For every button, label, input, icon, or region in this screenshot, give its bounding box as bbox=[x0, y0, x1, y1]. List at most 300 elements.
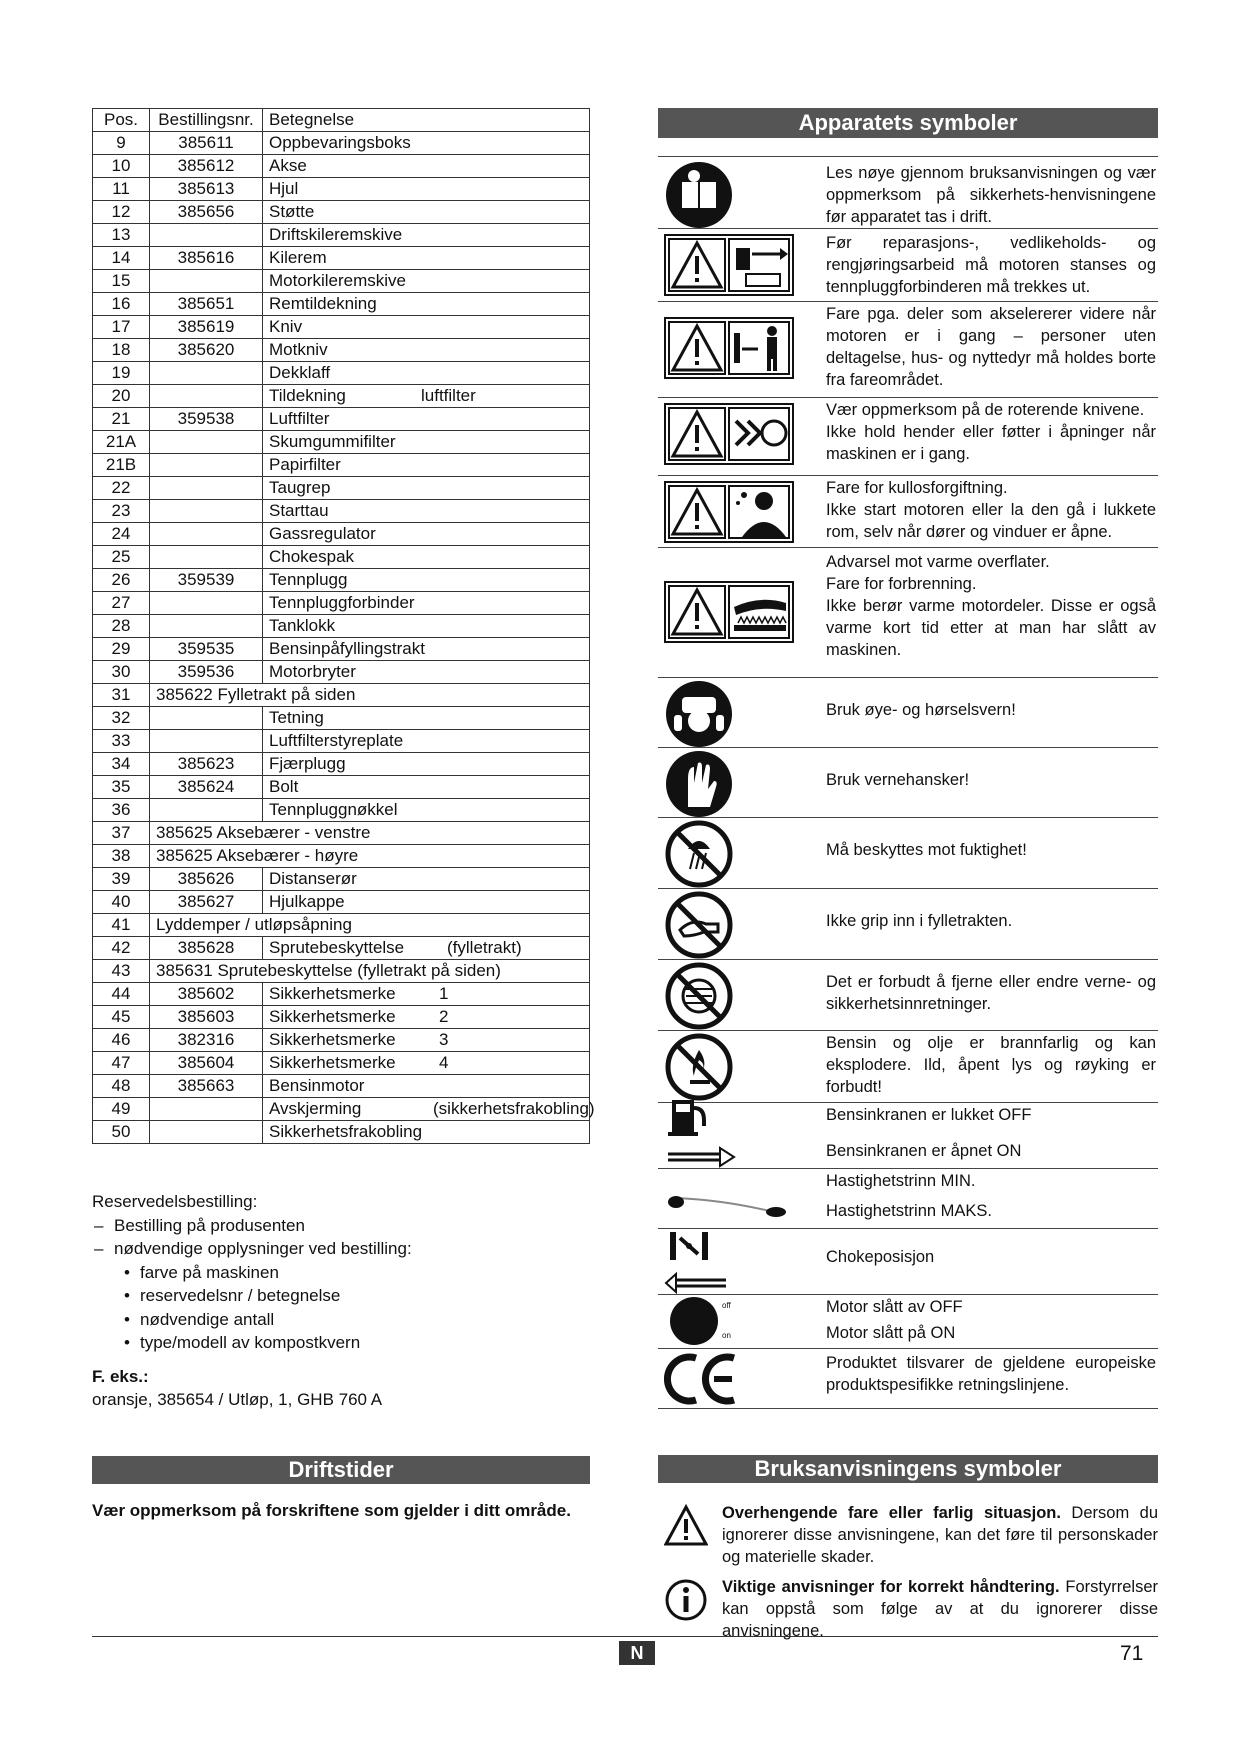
cell-order-number bbox=[150, 592, 263, 615]
cell-name bbox=[263, 201, 590, 224]
no-reaching-in-icon bbox=[664, 890, 794, 965]
cell-name-text: Papirfilter bbox=[269, 455, 341, 474]
symbol-description bbox=[826, 399, 1156, 465]
cell-name bbox=[263, 293, 590, 316]
table-row bbox=[93, 661, 590, 684]
cell-pos: 31 bbox=[93, 684, 150, 707]
cell-name-text: Sikkerhetsmerke bbox=[269, 1030, 396, 1049]
cell-pos: 36 bbox=[93, 799, 150, 822]
cell-order-number bbox=[150, 1121, 263, 1144]
table-row bbox=[93, 776, 590, 799]
cell-order-number: 382316 bbox=[150, 1029, 263, 1052]
cell-name-text: Akse bbox=[269, 156, 307, 175]
cell-name bbox=[263, 868, 590, 891]
table-row bbox=[93, 293, 590, 316]
danger-notice-text: Overhengende fare eller farlig situasjon. Dersom du ignorerer disse anvisningene, kan det føre til personskader og materielle skader. bbox=[722, 1504, 1159, 1566]
cell-order-number: 385663 bbox=[150, 1075, 263, 1098]
symbol-description-line: Hastighetstrinn MAKS. bbox=[826, 1202, 992, 1220]
table-row bbox=[93, 592, 590, 615]
table-row bbox=[93, 1006, 590, 1029]
cell-order-number: 385656 bbox=[150, 201, 263, 224]
example-text: oransje, 385654 / Utløp, 1, GHB 760 A bbox=[92, 1390, 383, 1409]
cell-order-number: 385624 bbox=[150, 776, 263, 799]
header-pos: Pos. bbox=[93, 109, 150, 132]
cell-name bbox=[263, 155, 590, 178]
table-row bbox=[93, 477, 590, 500]
cell-pos: 14 bbox=[93, 247, 150, 270]
symbol-row bbox=[658, 677, 1158, 748]
symbol-description-line: Vær oppmerksom på de roterende knivene. bbox=[826, 401, 1145, 419]
cell-extra-text: 3 bbox=[439, 1030, 449, 1049]
read-manual-icon bbox=[664, 160, 794, 235]
cell-order-number bbox=[150, 1098, 263, 1121]
cell-order-number: 385651 bbox=[150, 293, 263, 316]
symbol-description-line: Bensinkranen er åpnet ON bbox=[826, 1142, 1022, 1160]
cell-name-text: Hjulkappe bbox=[269, 892, 345, 911]
cell-name-text: Sikkerhetsfrakobling bbox=[269, 1122, 423, 1141]
cell-name bbox=[263, 500, 590, 523]
cell-name bbox=[263, 247, 590, 270]
svg-text:off: off bbox=[722, 1301, 731, 1310]
cell-order-number bbox=[150, 799, 263, 822]
cell-name bbox=[263, 477, 590, 500]
cell-pos: 17 bbox=[93, 316, 150, 339]
cell-name-text: Luftfilterstyreplate bbox=[269, 731, 404, 750]
table-row bbox=[93, 707, 590, 730]
order-title: Reservedelsbestilling: bbox=[92, 1192, 258, 1211]
list-item: – Bestilling på produsenten bbox=[92, 1214, 592, 1238]
symbol-description-line: Bensin og olje er brannfarlig og kan eksplodere. Ild, åpent lys og røyking er forbudt! bbox=[826, 1034, 1156, 1096]
cell-name bbox=[263, 316, 590, 339]
cell-extra-text: (fylletrakt) bbox=[447, 938, 522, 957]
symbol-row bbox=[658, 397, 1158, 476]
table-row bbox=[93, 500, 590, 523]
cell-order-number: 385603 bbox=[150, 1006, 263, 1029]
cell-name-text: Kniv bbox=[269, 317, 303, 336]
cell-name bbox=[263, 270, 590, 293]
table-row bbox=[93, 1052, 590, 1075]
cell-pos: 45 bbox=[93, 1006, 150, 1029]
symbol-description-line: Les nøye gjennom bruksanvisningen og vær oppmerksom på sikkerhets-henvisningene før apparatet tas i drift. bbox=[826, 164, 1156, 226]
cell-pos: 16 bbox=[93, 293, 150, 316]
rotating-blades-warning-icon bbox=[664, 403, 794, 470]
cell-order-number: 385627 bbox=[150, 891, 263, 914]
symbol-description-line: Produktet tilsvarer de gjeldene europeiske produktspesifikke retningslinjene. bbox=[826, 1354, 1156, 1394]
symbol-row bbox=[658, 156, 1158, 229]
table-row bbox=[93, 362, 590, 385]
cell-order-number: 385620 bbox=[150, 339, 263, 362]
cell-name-text: Tetning bbox=[269, 708, 324, 727]
cell-name-text: Sikkerhetsmerke bbox=[269, 1007, 396, 1026]
cell-order-number: 385616 bbox=[150, 247, 263, 270]
cell-name bbox=[263, 937, 590, 960]
cell-order-number bbox=[150, 454, 263, 477]
table-row bbox=[93, 684, 590, 707]
symbol-description bbox=[826, 769, 1156, 791]
cell-pos: 46 bbox=[93, 1029, 150, 1052]
cell-order-number: 385619 bbox=[150, 316, 263, 339]
cell-name-text: Tanklokk bbox=[269, 616, 336, 635]
table-row bbox=[93, 224, 590, 247]
cell-order-number: 385626 bbox=[150, 868, 263, 891]
cell-pos: 27 bbox=[93, 592, 150, 615]
cell-name bbox=[263, 546, 590, 569]
cell-name bbox=[263, 224, 590, 247]
cell-merged: 385625 Aksebærer - venstre bbox=[150, 822, 590, 845]
cell-name bbox=[263, 569, 590, 592]
table-row bbox=[93, 1029, 590, 1052]
symbol-description bbox=[826, 303, 1156, 391]
cell-name-text: Chokespak bbox=[269, 547, 355, 566]
cell-pos: 43 bbox=[93, 960, 150, 983]
cell-name-text: Skumgummifilter bbox=[269, 432, 396, 451]
fuel-valve-icon bbox=[664, 1096, 794, 1177]
cell-name-text: Sikkerhetsmerke bbox=[269, 984, 396, 1003]
carbon-monoxide-warning-icon bbox=[664, 481, 794, 548]
table-row bbox=[93, 1121, 590, 1144]
cell-pos: 10 bbox=[93, 155, 150, 178]
symbol-row bbox=[658, 475, 1158, 548]
cell-pos: 32 bbox=[93, 707, 150, 730]
symbol-description-line: Hastighetstrinn MIN. bbox=[826, 1172, 976, 1190]
cell-pos: 18 bbox=[93, 339, 150, 362]
cell-name bbox=[263, 638, 590, 661]
cell-order-number: 385613 bbox=[150, 178, 263, 201]
cell-pos: 33 bbox=[93, 730, 150, 753]
cell-order-number bbox=[150, 362, 263, 385]
list-item: • farve på maskinen bbox=[92, 1261, 592, 1285]
cell-name bbox=[263, 615, 590, 638]
table-row bbox=[93, 178, 590, 201]
cell-order-number bbox=[150, 500, 263, 523]
cell-pos: 12 bbox=[93, 201, 150, 224]
cell-name bbox=[263, 339, 590, 362]
cell-pos: 20 bbox=[93, 385, 150, 408]
table-row bbox=[93, 914, 590, 937]
cell-name-text: Luftfilter bbox=[269, 409, 330, 428]
cell-name bbox=[263, 1075, 590, 1098]
cell-name bbox=[263, 983, 590, 1006]
cell-name-text: Sikkerhetsmerke bbox=[269, 1053, 396, 1072]
table-row bbox=[93, 937, 590, 960]
speed-lever-icon bbox=[664, 1180, 794, 1225]
cell-name-text: Taugrep bbox=[269, 478, 331, 497]
symbol-description-line: Bruk vernehansker! bbox=[826, 771, 970, 789]
cell-name bbox=[263, 753, 590, 776]
cell-name bbox=[263, 1121, 590, 1144]
cell-pos: 29 bbox=[93, 638, 150, 661]
cell-order-number: 359535 bbox=[150, 638, 263, 661]
cell-order-number bbox=[150, 523, 263, 546]
table-row bbox=[93, 615, 590, 638]
cell-name-text: Tildekning bbox=[269, 386, 346, 405]
info-icon bbox=[664, 1578, 708, 1622]
footer-rule bbox=[92, 1636, 1158, 1637]
cell-pos: 44 bbox=[93, 983, 150, 1006]
ejected-parts-warning-icon bbox=[664, 317, 794, 384]
table-row bbox=[93, 960, 590, 983]
svg-text:on: on bbox=[722, 1331, 731, 1340]
symbol-description-line: Det er forbudt å fjerne eller endre verne- og sikkerhetsinnretninger. bbox=[826, 973, 1156, 1013]
driftstider-text: Vær oppmerksom på forskriftene som gjelder i ditt område. bbox=[92, 1501, 571, 1520]
symbol-description-line: Bensinkranen er lukket OFF bbox=[826, 1106, 1032, 1124]
cell-order-number: 385628 bbox=[150, 937, 263, 960]
symbol-description-line: Bruk øye- og hørselsvern! bbox=[826, 701, 1016, 719]
symbol-description bbox=[826, 1352, 1156, 1396]
cell-name-text: Remtildekning bbox=[269, 294, 377, 313]
symbol-row bbox=[658, 1168, 1158, 1229]
cell-merged: 385631 Sprutebeskyttelse (fylletrakt på siden) bbox=[150, 960, 590, 983]
symbol-description bbox=[826, 1296, 1156, 1344]
cell-pos: 35 bbox=[93, 776, 150, 799]
symbol-description-line: Fare pga. deler som akselererer videre når motoren er i gang – personer uten deltagelse, hus- og nyttedyr må holdes borte fra fareområdet. bbox=[826, 305, 1156, 389]
cell-name-text: Bensinpåfyllingstrakt bbox=[269, 639, 425, 658]
cell-name bbox=[263, 1098, 595, 1121]
cell-pos: 25 bbox=[93, 546, 150, 569]
protective-gloves-icon bbox=[664, 749, 794, 824]
cell-pos: 50 bbox=[93, 1121, 150, 1144]
table-row bbox=[93, 753, 590, 776]
table-row bbox=[93, 891, 590, 914]
table-row bbox=[93, 408, 590, 431]
cell-pos: 38 bbox=[93, 845, 150, 868]
symbol-description-line: Ikke grip inn i fylletrakten. bbox=[826, 912, 1013, 930]
cell-pos: 21 bbox=[93, 408, 150, 431]
cell-extra-text: luftfilter bbox=[421, 386, 476, 405]
symbols-heading: Apparatets symboler bbox=[658, 108, 1158, 138]
symbol-description-line: Fare for kullosforgiftning. bbox=[826, 479, 1008, 497]
table-row bbox=[93, 316, 590, 339]
driftstider-heading: Driftstider bbox=[92, 1456, 590, 1484]
symbol-description-line: Motor slått av OFF bbox=[826, 1298, 963, 1316]
list-item: • nødvendige antall bbox=[92, 1308, 592, 1332]
cell-name bbox=[263, 132, 590, 155]
list-item: – nødvendige opplysninger ved bestilling: bbox=[92, 1237, 592, 1261]
hot-surface-warning-icon bbox=[664, 581, 794, 648]
cell-pos: 24 bbox=[93, 523, 150, 546]
symbol-row bbox=[658, 228, 1158, 302]
symbol-description bbox=[826, 1104, 1156, 1162]
cell-order-number: 385611 bbox=[150, 132, 263, 155]
symbol-row bbox=[658, 1348, 1158, 1409]
cell-name bbox=[263, 362, 590, 385]
cell-pos: 15 bbox=[93, 270, 150, 293]
cell-name-text: Sprutebeskyttelse bbox=[269, 938, 405, 957]
cell-pos: 40 bbox=[93, 891, 150, 914]
table-row bbox=[93, 270, 590, 293]
symbol-description bbox=[826, 232, 1156, 298]
motor-on-off-icon bbox=[664, 1294, 794, 1353]
cell-order-number bbox=[150, 270, 263, 293]
table-row bbox=[93, 431, 590, 454]
cell-name-text: Motorbryter bbox=[269, 662, 356, 681]
table-row bbox=[93, 822, 590, 845]
symbol-row bbox=[658, 747, 1158, 818]
cell-name-text: Distanserør bbox=[269, 869, 357, 888]
cell-pos: 37 bbox=[93, 822, 150, 845]
symbol-row bbox=[658, 888, 1158, 960]
cell-name bbox=[263, 523, 590, 546]
table-row bbox=[93, 1075, 590, 1098]
cell-name bbox=[263, 178, 590, 201]
cell-name-text: Tennplugg bbox=[269, 570, 348, 589]
cell-name bbox=[263, 408, 590, 431]
symbol-description-line: Ikke start motoren eller la den gå i lukkete rom, selv når dører og vinduer er åpne. bbox=[826, 501, 1156, 541]
choke-icon bbox=[664, 1228, 794, 1299]
disconnect-plug-warning-icon bbox=[664, 234, 794, 301]
cell-name-text: Bolt bbox=[269, 777, 299, 796]
cell-merged: Lyddemper / utløpsåpning bbox=[150, 914, 590, 937]
symbol-description bbox=[826, 162, 1156, 228]
cell-name-text: Bensinmotor bbox=[269, 1076, 365, 1095]
cell-order-number: 385623 bbox=[150, 753, 263, 776]
symbol-description bbox=[826, 1032, 1156, 1098]
table-header-row bbox=[93, 109, 590, 132]
table-row bbox=[93, 569, 590, 592]
cell-pos: 47 bbox=[93, 1052, 150, 1075]
cell-pos: 19 bbox=[93, 362, 150, 385]
cell-name bbox=[263, 730, 590, 753]
table-row bbox=[93, 799, 590, 822]
table-row bbox=[93, 339, 590, 362]
symbol-row bbox=[658, 547, 1158, 678]
list-item: • reservedelsnr / betegnelse bbox=[92, 1284, 592, 1308]
cell-order-number bbox=[150, 615, 263, 638]
cell-name-text: Støtte bbox=[269, 202, 315, 221]
cell-order-number bbox=[150, 707, 263, 730]
language-badge: N bbox=[619, 1641, 655, 1665]
symbol-description-line: Motor slått på ON bbox=[826, 1324, 956, 1342]
warning-triangle-icon bbox=[664, 1504, 708, 1548]
cell-extra-text: 4 bbox=[439, 1053, 449, 1072]
table-row bbox=[93, 1098, 590, 1121]
cell-name bbox=[263, 799, 590, 822]
symbol-description-line: Fare for forbrenning. bbox=[826, 575, 977, 593]
cell-name-text: Dekklaff bbox=[269, 363, 331, 382]
cell-name-text: Avskjerming bbox=[269, 1099, 362, 1118]
cell-pos: 49 bbox=[93, 1098, 150, 1121]
symbol-row bbox=[658, 1030, 1158, 1103]
cell-name bbox=[263, 454, 590, 477]
cell-pos: 22 bbox=[93, 477, 150, 500]
eye-ear-protection-icon bbox=[664, 679, 794, 754]
list-item: • type/modell av kompostkvern bbox=[92, 1331, 592, 1355]
cell-pos: 9 bbox=[93, 132, 150, 155]
symbol-row bbox=[658, 817, 1158, 889]
symbol-description-line: Må beskyttes mot fuktighet! bbox=[826, 841, 1027, 859]
symbol-row bbox=[658, 1228, 1158, 1295]
cell-pos: 30 bbox=[93, 661, 150, 684]
cell-pos: 28 bbox=[93, 615, 150, 638]
parts-table bbox=[92, 108, 595, 1144]
cell-pos: 21B bbox=[93, 454, 150, 477]
cell-pos: 11 bbox=[93, 178, 150, 201]
cell-name-text: Oppbevaringsboks bbox=[269, 133, 411, 152]
cell-name-text: Hjul bbox=[269, 179, 299, 198]
table-row bbox=[93, 385, 590, 408]
symbol-description bbox=[826, 477, 1156, 543]
symbol-row bbox=[658, 301, 1158, 398]
table-row bbox=[93, 638, 590, 661]
symbol-description bbox=[826, 551, 1156, 661]
cell-extra-text: 2 bbox=[439, 1007, 449, 1026]
cell-name bbox=[263, 661, 590, 684]
cell-merged: 385622 Fylletrakt på siden bbox=[150, 684, 590, 707]
cell-extra-text: (sikkerhetsfrakobling) bbox=[433, 1099, 595, 1118]
example-label: F. eks.: bbox=[92, 1366, 149, 1386]
cell-order-number: 359536 bbox=[150, 661, 263, 684]
cell-name bbox=[263, 385, 590, 408]
cell-pos: 21A bbox=[93, 431, 150, 454]
table-row bbox=[93, 983, 590, 1006]
table-row bbox=[93, 523, 590, 546]
cell-order-number: 385612 bbox=[150, 155, 263, 178]
symbol-description bbox=[826, 839, 1156, 861]
symbol-description bbox=[826, 699, 1156, 721]
cell-pos: 13 bbox=[93, 224, 150, 247]
header-order-number: Bestillingsnr. bbox=[150, 109, 263, 132]
cell-pos: 23 bbox=[93, 500, 150, 523]
table-row bbox=[93, 247, 590, 270]
symbol-description-line: Ikke hold hender eller føtter i åpninger når maskinen er i gang. bbox=[826, 423, 1156, 463]
cell-name bbox=[263, 891, 590, 914]
cell-order-number bbox=[150, 477, 263, 500]
cell-pos: 48 bbox=[93, 1075, 150, 1098]
cell-name-text: Motkniv bbox=[269, 340, 328, 359]
cell-name-text: Motorkileremskive bbox=[269, 271, 406, 290]
symbol-description bbox=[826, 1170, 1156, 1222]
symbol-description-line: Chokeposisjon bbox=[826, 1248, 935, 1266]
order-dash-list bbox=[92, 1214, 592, 1355]
cell-order-number bbox=[150, 224, 263, 247]
cell-name-text: Starttau bbox=[269, 501, 329, 520]
cell-name bbox=[263, 776, 590, 799]
table-row bbox=[93, 546, 590, 569]
cell-order-number: 385604 bbox=[150, 1052, 263, 1075]
cell-name-text: Driftskileremskive bbox=[269, 225, 403, 244]
cell-pos: 41 bbox=[93, 914, 150, 937]
cell-name bbox=[263, 592, 590, 615]
cell-name-text: Fjærplugg bbox=[269, 754, 346, 773]
page-number: 71 bbox=[1120, 1642, 1144, 1665]
cell-order-number: 385602 bbox=[150, 983, 263, 1006]
table-row bbox=[93, 201, 590, 224]
cell-pos: 26 bbox=[93, 569, 150, 592]
cell-merged: 385625 Aksebærer - høyre bbox=[150, 845, 590, 868]
cell-name-text: Tennpluggnøkkel bbox=[269, 800, 398, 819]
cell-pos: 34 bbox=[93, 753, 150, 776]
cell-name-text: Tennpluggforbinder bbox=[269, 593, 415, 612]
cell-order-number bbox=[150, 730, 263, 753]
table-row bbox=[93, 868, 590, 891]
cell-name bbox=[263, 1052, 590, 1075]
cell-order-number: 359539 bbox=[150, 569, 263, 592]
cell-name-text: Gassregulator bbox=[269, 524, 376, 543]
no-removing-guards-icon bbox=[664, 961, 794, 1036]
cell-extra-text: 1 bbox=[439, 984, 449, 1003]
symbol-description-line: Advarsel mot varme overflater. bbox=[826, 553, 1050, 571]
symbol-description-line: Ikke berør varme motordeler. Disse er også varme kort tid etter at man har slått av maskinen. bbox=[826, 597, 1156, 659]
spare-parts-order bbox=[92, 1190, 592, 1412]
header-name: Betegnelse bbox=[263, 109, 590, 132]
cell-name-text: Kilerem bbox=[269, 248, 327, 267]
manual-symbols-heading: Bruksanvisningens symboler bbox=[658, 1455, 1158, 1483]
symbol-description bbox=[826, 1246, 1156, 1268]
cell-name bbox=[263, 431, 590, 454]
symbol-description bbox=[826, 971, 1156, 1015]
cell-name bbox=[263, 1006, 590, 1029]
ce-mark-icon bbox=[664, 1352, 794, 1411]
